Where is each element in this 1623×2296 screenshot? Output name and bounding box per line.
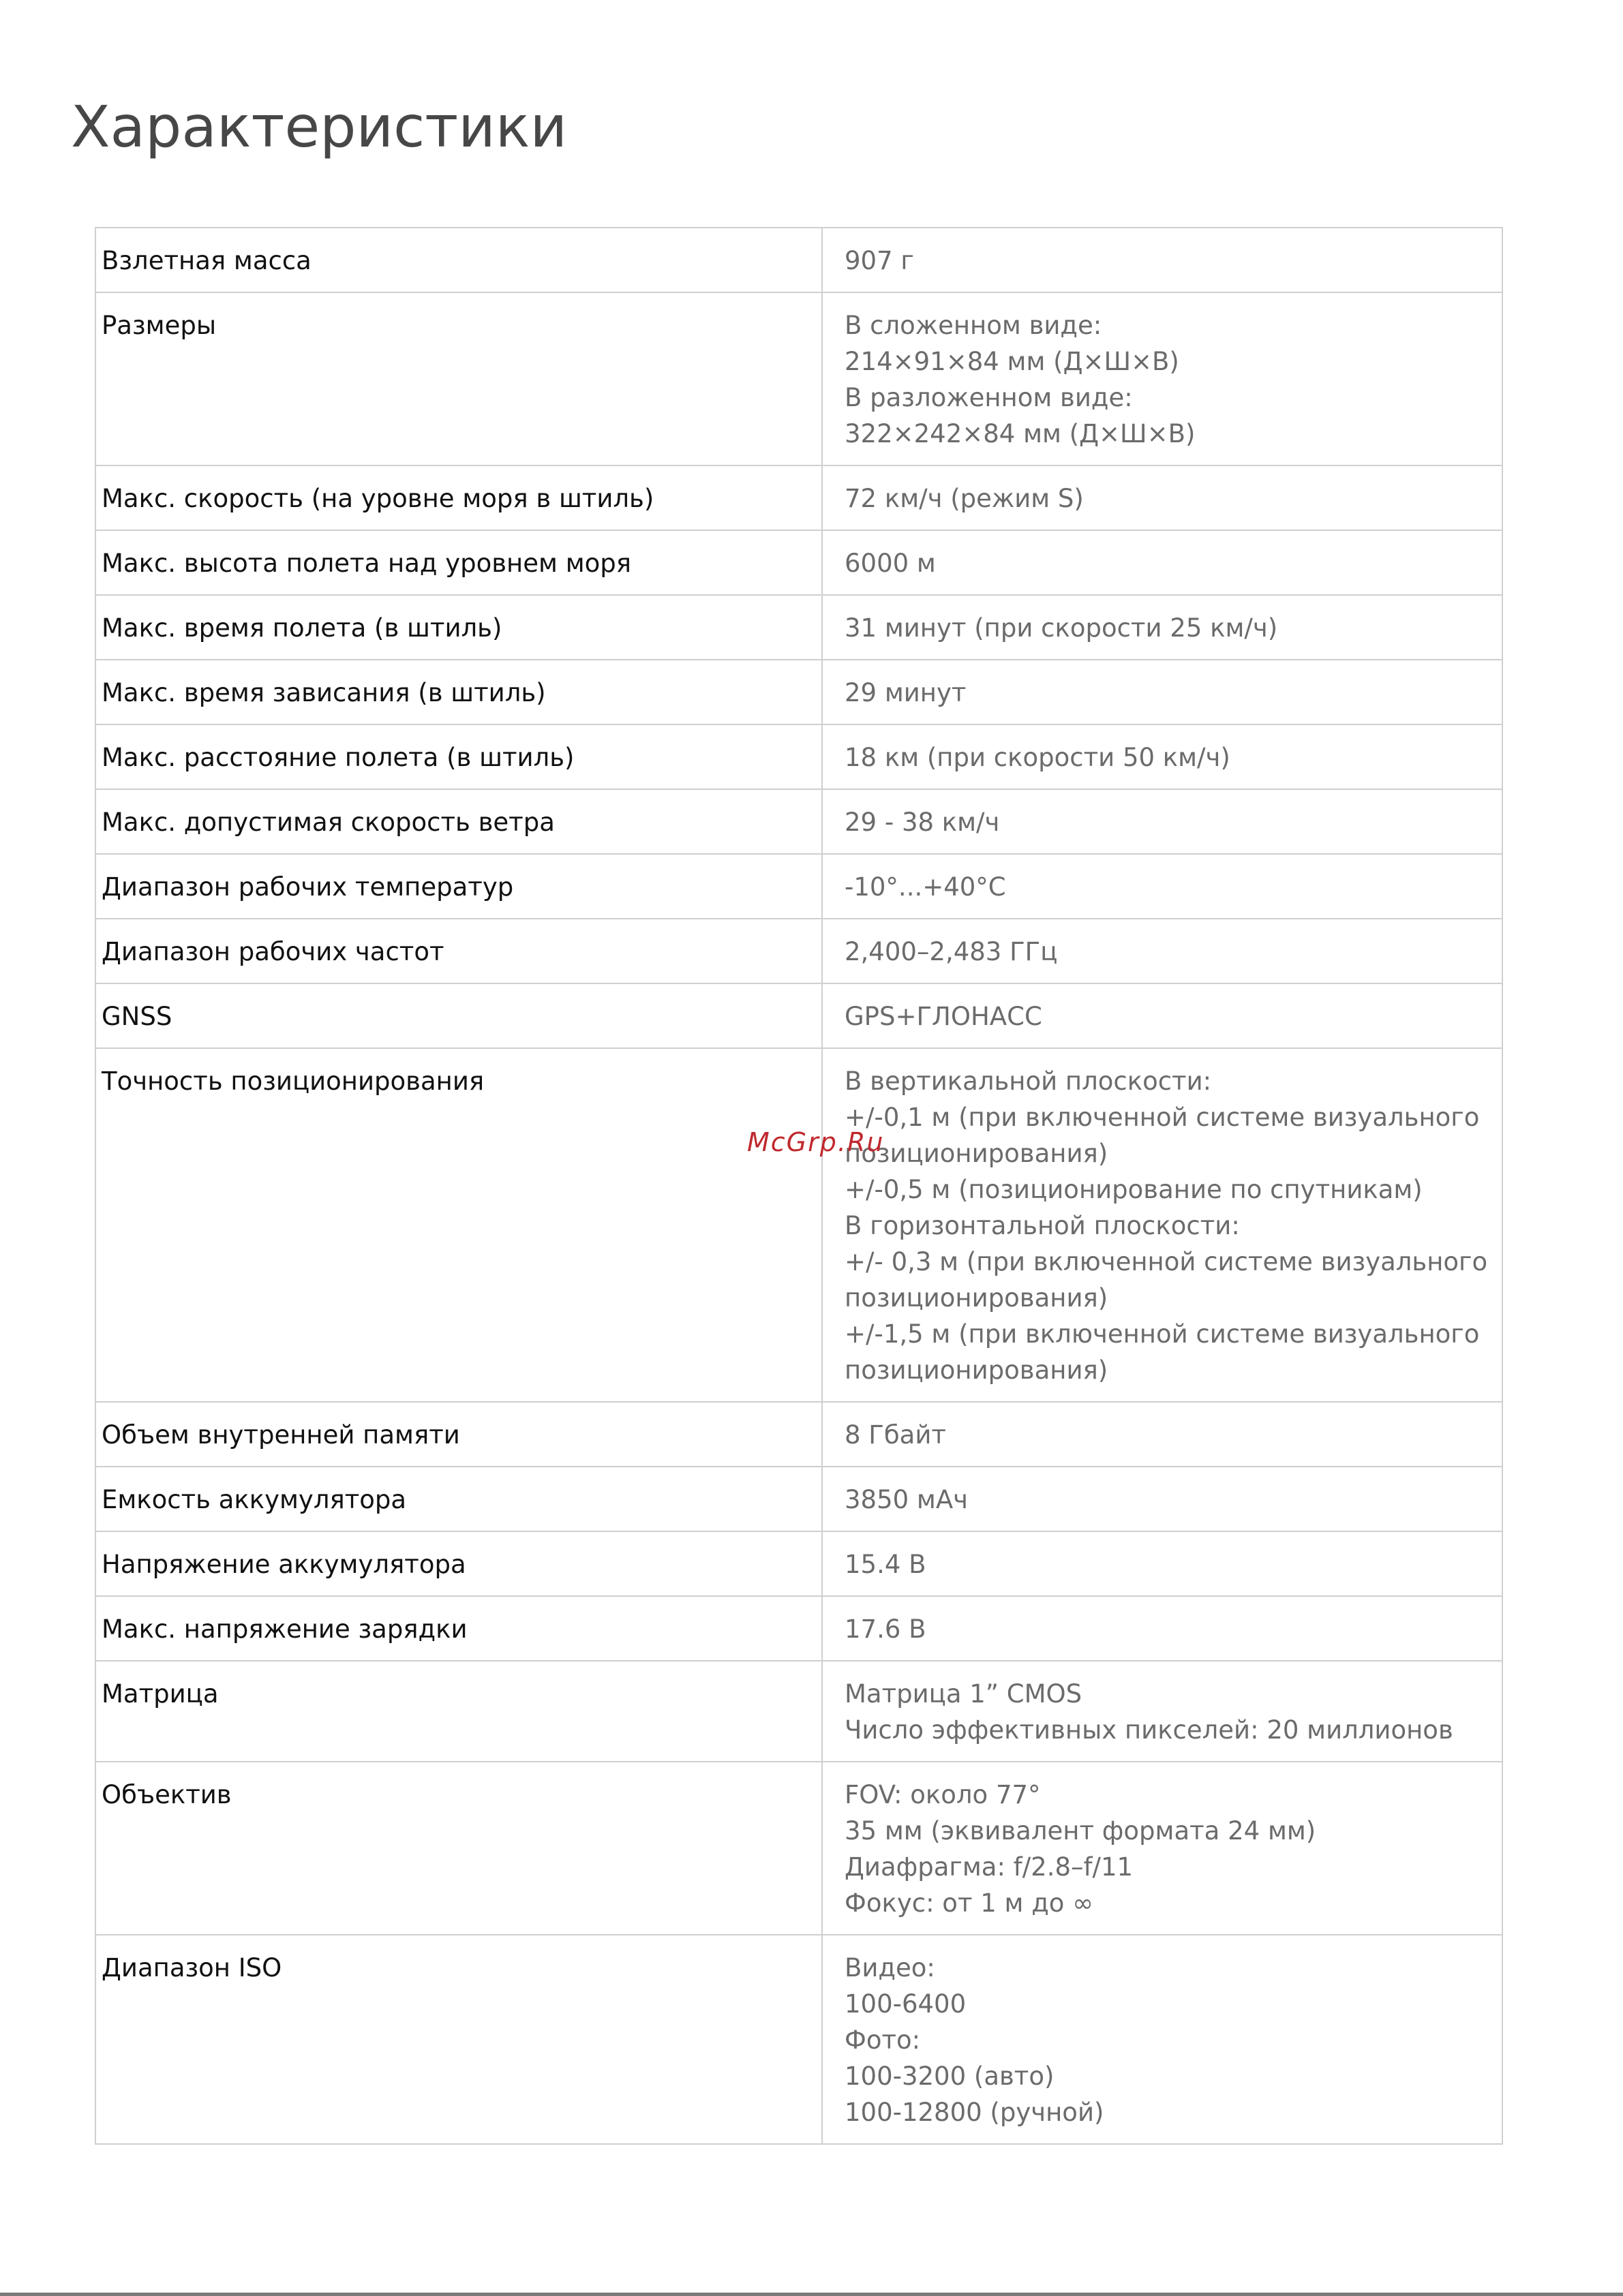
spec-value-line: В горизонтальной плоскости: — [845, 1211, 1240, 1240]
spec-value — [822, 660, 1502, 724]
spec-value — [822, 724, 1502, 789]
spec-label: Макс. скорость (на уровне моря в штиль) — [95, 465, 822, 530]
spec-row — [95, 789, 1502, 854]
spec-row — [95, 595, 1502, 660]
spec-label: Диапазон рабочих частот — [95, 919, 822, 983]
spec-label: Макс. время зависания (в штиль) — [95, 660, 822, 724]
watermark: McGrp.Ru — [747, 1127, 885, 1157]
spec-row — [95, 1048, 1502, 1402]
spec-label: Макс. расстояние полета (в штиль) — [95, 724, 822, 789]
spec-value-line: GPS+ГЛОНАСС — [845, 1002, 1042, 1031]
spec-row — [95, 1762, 1502, 1935]
spec-value-line: 100-3200 (авто) — [845, 2062, 1055, 2091]
spec-value-line: +/-0,1 м (при включенной системе визуального позиционирования) — [845, 1103, 1480, 1168]
spec-label: Объектив — [95, 1762, 822, 1935]
spec-value — [822, 228, 1502, 292]
spec-label: Матрица — [95, 1661, 822, 1762]
spec-row — [95, 228, 1502, 292]
spec-label: Макс. допустимая скорость ветра — [95, 789, 822, 854]
spec-label: Точность позиционирования — [95, 1048, 822, 1402]
spec-row — [95, 1935, 1502, 2144]
spec-label: GNSS — [95, 983, 822, 1048]
spec-value-line: 6000 м — [845, 549, 936, 578]
spec-table-body — [95, 228, 1502, 2144]
spec-value — [822, 465, 1502, 530]
spec-value-line: В сложенном виде: — [845, 311, 1102, 340]
spec-value-line: 15.4 В — [845, 1550, 926, 1579]
spec-value — [822, 1048, 1502, 1402]
spec-value-line: 18 км (при скорости 50 км/ч) — [845, 743, 1230, 772]
spec-value-line: 35 мм (эквивалент формата 24 мм) — [845, 1816, 1316, 1846]
spec-value — [822, 292, 1502, 465]
spec-value-line: 29 - 38 км/ч — [845, 808, 1000, 837]
spec-value-line: В разложенном виде: — [845, 383, 1133, 412]
spec-row — [95, 1531, 1502, 1596]
spec-row — [95, 530, 1502, 595]
spec-value-line: Диафрагма: f/2.8–f/11 — [845, 1852, 1134, 1882]
spec-label: Размеры — [95, 292, 822, 465]
spec-row — [95, 292, 1502, 465]
spec-value-line: 2,400–2,483 ГГц — [845, 937, 1058, 966]
page-title: Характеристики — [71, 93, 568, 160]
spec-value-line: -10°...+40°C — [845, 872, 1006, 902]
spec-value-line: Видео: — [845, 1953, 935, 1983]
spec-label: Макс. напряжение зарядки — [95, 1596, 822, 1661]
spec-value — [822, 1467, 1502, 1531]
spec-label: Макс. время полета (в штиль) — [95, 595, 822, 660]
spec-value-line: FOV: около 77° — [845, 1780, 1041, 1809]
spec-label: Макс. высота полета над уровнем моря — [95, 530, 822, 595]
spec-row — [95, 983, 1502, 1048]
spec-value-line: 322×242×84 мм (Д×Ш×В) — [845, 419, 1196, 448]
spec-label: Напряжение аккумулятора — [95, 1531, 822, 1596]
spec-value — [822, 1596, 1502, 1661]
spec-row — [95, 660, 1502, 724]
spec-row — [95, 919, 1502, 983]
spec-row — [95, 1467, 1502, 1531]
spec-value — [822, 854, 1502, 919]
spec-label: Емкость аккумулятора — [95, 1467, 822, 1531]
spec-label: Диапазон рабочих температур — [95, 854, 822, 919]
spec-row — [95, 465, 1502, 530]
spec-value — [822, 595, 1502, 660]
spec-row — [95, 1661, 1502, 1762]
spec-value-line: 8 Гбайт — [845, 1420, 946, 1450]
spec-label: Взлетная масса — [95, 228, 822, 292]
spec-value — [822, 919, 1502, 983]
spec-value — [822, 789, 1502, 854]
spec-value-line: 29 минут — [845, 678, 967, 707]
spec-value-line: 100-12800 (ручной) — [845, 2098, 1104, 2127]
spec-row — [95, 1402, 1502, 1467]
spec-row — [95, 724, 1502, 789]
spec-value-line: 31 минут (при скорости 25 км/ч) — [845, 613, 1278, 643]
spec-value-line: 3850 мАч — [845, 1485, 969, 1514]
spec-value — [822, 1402, 1502, 1467]
spec-value-line: Фото: — [845, 2025, 921, 2055]
spec-value-line: Фокус: от 1 м до ∞ — [845, 1888, 1094, 1918]
spec-label: Диапазон ISO — [95, 1935, 822, 2144]
spec-value-line: +/-0,5 м (позиционирование по спутникам) — [845, 1175, 1423, 1204]
spec-table — [95, 227, 1503, 2145]
spec-value — [822, 530, 1502, 595]
spec-label: Объем внутренней памяти — [95, 1402, 822, 1467]
spec-value — [822, 1531, 1502, 1596]
spec-value-line: +/- 0,3 м (при включенной системе визуального позиционирования) — [845, 1247, 1488, 1313]
spec-row — [95, 1596, 1502, 1661]
spec-value-line: 907 г — [845, 246, 914, 275]
spec-value — [822, 1661, 1502, 1762]
spec-value-line: +/-1,5 м (при включенной системе визуального позиционирования) — [845, 1319, 1480, 1385]
spec-value-line: 17.6 В — [845, 1614, 926, 1644]
spec-value — [822, 1935, 1502, 2144]
spec-value-line: Число эффективных пикселей: 20 миллионов — [845, 1715, 1453, 1745]
spec-value-line: 214×91×84 мм (Д×Ш×В) — [845, 347, 1179, 376]
page-bottom-divider — [0, 2293, 1623, 2296]
spec-value-line: Матрица 1” CMOS — [845, 1679, 1082, 1709]
spec-value — [822, 1762, 1502, 1935]
spec-value-line: 100-6400 — [845, 1989, 967, 2019]
spec-value-line: 72 км/ч (режим S) — [845, 484, 1084, 513]
spec-value-line: В вертикальной плоскости: — [845, 1067, 1212, 1096]
spec-value — [822, 983, 1502, 1048]
spec-row — [95, 854, 1502, 919]
